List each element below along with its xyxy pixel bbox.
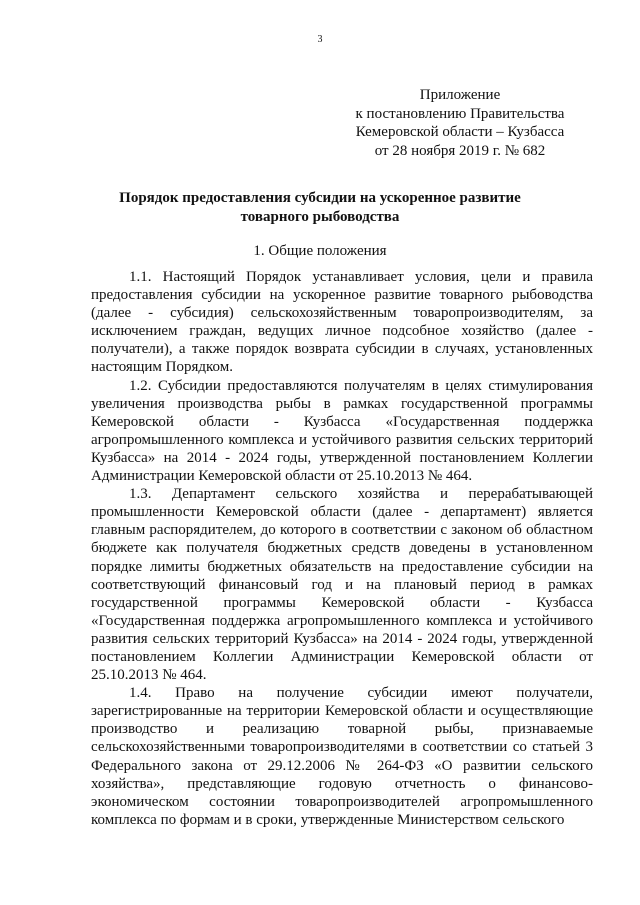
appendix-block	[330, 86, 590, 160]
paragraph-1-4: 1.4. Право на получение субсидии имеют получатели, зарегистрированные на территории Кемеровской области и осуществляющие производство и реализацию товарной рыбы, признаваемые сельскохозяйственными товаропроизводителями в соответствии со статьей 3 Федерального закона от 29.12.2006 № 264-ФЗ «О развитии сельского хозяйства», представляющие годовую отчетность о финансово-экономическом состоянии товаропроизводителей агропромышленного комплекса по формам и в сроки, утвержденные Министерством сельского	[91, 685, 593, 828]
appendix-line: Кемеровской области – Кузбасса	[355, 124, 565, 140]
body-text	[91, 268, 593, 829]
appendix-line: от 28 ноября 2019 г. № 682	[374, 142, 546, 159]
page-number: 3	[317, 34, 323, 45]
appendix-line: Приложение	[419, 87, 501, 103]
appendix-line: к постановлению Правительства	[355, 105, 565, 122]
paragraph-1-2: 1.2. Субсидии предоставляются получателям в целях стимулирования увеличения производства рыбы в рамках государственной программы Кемеровской области - Кузбасса «Государственная поддержка агропромышленного комплекса и устойчивого развития сельских территорий Кузбасса» на 2014 - 2024 годы, утвержденной постановлением Коллегии Администрации Кемеровской области от 25.10.2013 № 464.	[91, 377, 593, 485]
title-line: товарного рыбоводства	[240, 209, 400, 225]
paragraph-1-1: 1.1. Настоящий Порядок устанавливает условия, цели и правила предоставления субсидии на ускоренное развитие товарного рыбоводства (далее - субсидия) сельскохозяйственным товаропроизводителям, за исключением граждан, ведущих личное подсобное хозяйство (далее - получатели), а также порядок возврата субсидии в случаях, установленных настоящим Порядком.	[91, 269, 593, 376]
section-heading: 1. Общие положения	[253, 243, 387, 259]
document-title	[60, 189, 580, 227]
title-line: Порядок предоставления субсидии на ускоренное развитие	[119, 190, 521, 206]
paragraph-1-3: 1.3. Департамент сельского хозяйства и перерабатывающей промышленности Кемеровской области (далее - департамент) является главным распорядителем, до которого в соответствии с законом об областном бюджете как получателя бюджетных средств доведены в установленном порядке лимиты бюджетных обязательств на предоставление субсидии на соответствующий финансовый год и на плановый период в рамках государственной программы Кемеровской области - Кузбасса «Государственная поддержка агропромышленного комплекса и устойчивого развития сельских территорий Кузбасса» на 2014 - 2024 годы, утвержденной постановлением Коллегии Администрации Кемеровской области от 25.10.2013 № 464.	[91, 486, 593, 684]
